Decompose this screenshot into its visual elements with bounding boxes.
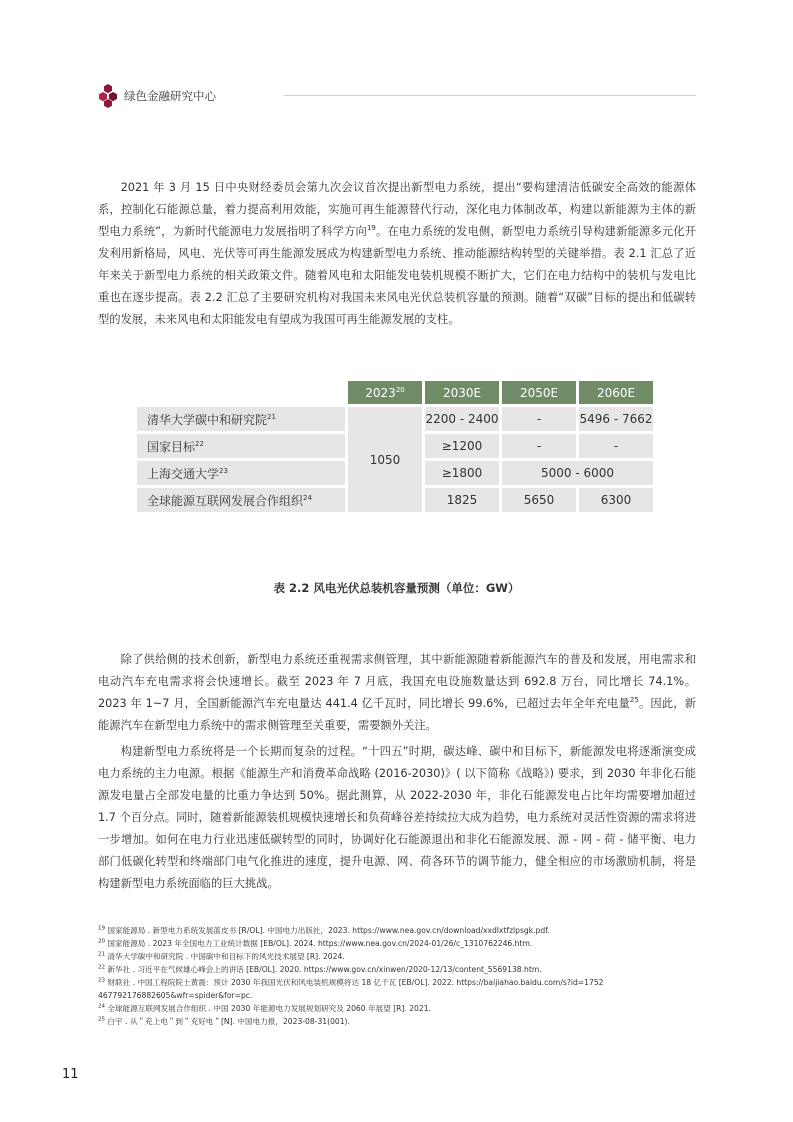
footnote: $^{20}$ 国家能源局 . 2023 年全国电力工业统计数据 [EB/OL]. 2024. https://www.nea.gov.cn/2024-01/26/c_1310762246.htm. bbox=[98, 938, 533, 948]
cell-2023-shared: 1050 bbox=[348, 407, 422, 512]
paragraph-text: 。在电力系统的发电侧，新型电力系统引导构建新能源多元化开发利用新格局，风电、光伏等可再生能源发展成为构建新型电力系统、推动能源结构转型的关键举措。表 2.1 汇总了近年来关于新型电力系统的相关政策文件。随着风电和太阳能发电装机规模不断扩大，它们在电力结构中的装机与发电比重也在逐步提高。表 2.2 汇总了主要研究机构对我国未来风电光伏总装机容量的预测。随着“双碳”目标的提出和低碳转型的发展，未来风电和太阳能发电有望成为我国可再生能源发展的支柱。 bbox=[98, 225, 696, 326]
cell-2030: ≥1800 bbox=[425, 461, 499, 485]
cell-2030: ≥1200 bbox=[425, 434, 499, 458]
header-2023: 2023$^{20}$ bbox=[348, 381, 422, 404]
header-2060e: 2060E bbox=[579, 381, 653, 404]
cell-2050: - bbox=[502, 434, 576, 458]
row-label: 上海交通大学$^{23}$ bbox=[137, 461, 345, 485]
cell-2060: 6300 bbox=[579, 488, 653, 512]
header-2030e: 2030E bbox=[425, 381, 499, 404]
row-label: 全球能源互联网发展合作组织$^{24}$ bbox=[137, 488, 345, 512]
cell-2030: 1825 bbox=[425, 488, 499, 512]
paragraph-text: 。因此，新能源汽车在新型电力系统中的需求侧管理至关重要，需要额外关注。 bbox=[98, 697, 696, 732]
cell-2060: 5496 - 7662 bbox=[579, 407, 653, 431]
cell-2050: 5650 bbox=[502, 488, 576, 512]
table-header-row bbox=[137, 381, 653, 404]
footnotes bbox=[98, 924, 698, 1028]
paragraph-challenges: 构建新型电力系统将是一个长期而复杂的过程。“十四五”时期，碳达峰、碳中和目标下，新能源发电将逐渐演变成电力系统的主力电源。根据《能源生产和消费革命战略 (2016-2030)》( 以下简称《战略》) 要求，到 2030 年非化石能源发电量占全部发电量的比重力争达到 50%。据此测算，从 2022-2030 年，非化石能源发电占比年均需要增加超过 1.7 个百分点。同时，随着新能源装机规模快速增长和负荷峰谷差持续拉大成为趋势，电力系统对灵活性资源的需求将进一步增加。如何在电力行业迅速低碳转型的同时，协调好化石能源退出和非化石能源发展、源 - 网 - 荷 - 储平衡、电力部门低碳化转型和终端部门电气化推进的速度，提升电源、网、荷各环节的调节能力，健全相应的市场激励机制，将是构建新型电力系统面临的巨大挑战。 bbox=[98, 745, 696, 890]
footnote: $^{23}$ 财联社 . 中国工程院院士黄震：预计 2030 年我国光伏和风电装机规模将达 18 亿千瓦 [EB/OL]. 2022. https://baijiahao.baidu.com/s?id=1752 bbox=[98, 977, 604, 987]
footnote-ref[interactable]: 23 bbox=[219, 466, 228, 475]
brand-name: 绿色金融研究中心 bbox=[124, 89, 216, 103]
footnote-ref[interactable]: 20 bbox=[395, 385, 405, 394]
footnote: $^{25}$ 白宇 . 从＂充上电＂到＂充好电＂[N]. 中国电力报，2023-08-31(001). bbox=[98, 1016, 350, 1026]
page-number: 11 bbox=[62, 1067, 79, 1082]
footnote-ref[interactable]: 19 bbox=[366, 224, 376, 233]
page-header bbox=[98, 84, 696, 108]
logo-hexagons-icon bbox=[98, 84, 118, 108]
header-2050e: 2050E bbox=[502, 381, 576, 404]
footnote: $^{24}$ 全球能源互联网发展合作组织 . 中国 2030 年能源电力发展规划研究及 2060 年展望 [R]. 2021. bbox=[98, 1003, 431, 1013]
paragraph-new-power-system bbox=[98, 177, 696, 331]
footnote-ref[interactable]: 24 bbox=[303, 493, 312, 502]
paragraph-text: 除了供给侧的技术创新，新型电力系统还重视需求侧管理，其中新能源随着新能源汽车的普及和发展，用电需求和电动汽车充电需求将会快速增长。截至 2023 年 7 月底，我国充电设施数量达到 692.8 万台，同比增长 74.1%。2023 年 1~7 月，全国新能源汽车充电量达 441.4 亿千瓦时，同比增长 99.6%，已超过去年全年充电量 bbox=[98, 653, 696, 710]
footnote: $^{19}$ 国家能源局 . 新型电力系统发展蓝皮书 [R/OL]. 中国电力出版社，2023. https://www.nea.gov.cn/download/xxdlxtfzlpsgk.pdf. bbox=[98, 925, 550, 935]
footnote: $^{21}$ 清华大学碳中和研究院 . 中国碳中和目标下的风光技术展望 [R]. 2024. bbox=[98, 951, 345, 961]
cell-2030: 2200 - 2400 bbox=[425, 407, 499, 431]
footnote-ref[interactable]: 22 bbox=[195, 439, 204, 448]
table-caption: 表 2.2 风电光伏总装机容量预测（单位：GW） bbox=[273, 581, 520, 595]
cell-2050-2060: 5000 - 6000 bbox=[502, 461, 653, 485]
row-label: 清华大学碳中和研究院$^{21}$ bbox=[137, 407, 345, 431]
footnote-ref[interactable]: 25 bbox=[629, 696, 639, 705]
header-blank-cell bbox=[137, 381, 345, 404]
cell-2050: - bbox=[502, 407, 576, 431]
capacity-forecast-table bbox=[134, 378, 656, 515]
footnote-continuation: 467792176882605&wfr=spider&for=pc. bbox=[98, 991, 253, 1000]
paragraph-text: 2021 年 3 月 15 日中央财经委员会第九次会议首次提出新型电力系统，提出“要构建清洁低碳安全高效的能源体系，控制化石能源总量，着力提高利用效能，实施可再生能源替代行动，深化电力体制改革，构建以新能源为主体的新型电力系统”，为新时代能源电力发展指明了科学方向 bbox=[98, 181, 696, 238]
cell-2060: - bbox=[579, 434, 653, 458]
paragraph-demand-side bbox=[98, 649, 696, 737]
table-row bbox=[137, 407, 653, 431]
row-label: 国家目标$^{22}$ bbox=[137, 434, 345, 458]
footnote-ref[interactable]: 21 bbox=[267, 412, 276, 421]
footnote: $^{22}$ 新华社 . 习近平在气候雄心峰会上的讲话 [EB/OL]. 2020. https://www.gov.cn/xinwen/2020-12/13/content_5569138.htm. bbox=[98, 964, 542, 974]
header-divider bbox=[284, 95, 696, 96]
